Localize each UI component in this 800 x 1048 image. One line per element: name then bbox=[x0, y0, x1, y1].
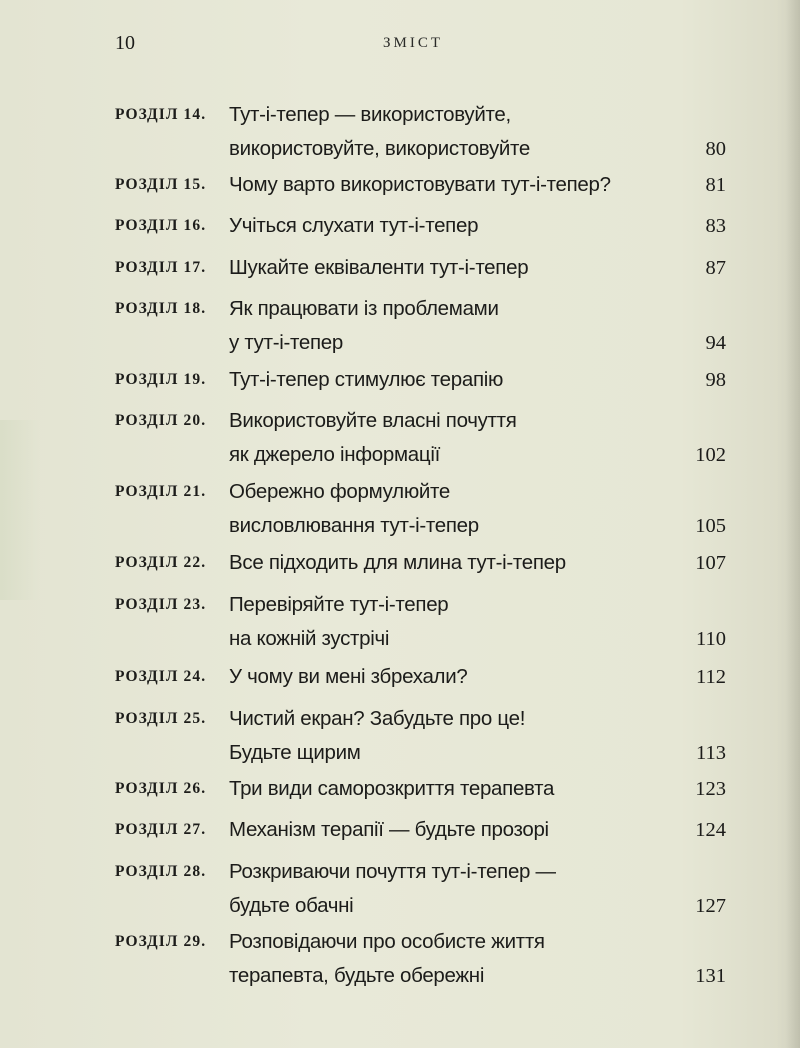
chapter-title: Учіться слухати тут-і-тепер bbox=[229, 214, 479, 237]
chapter-label: РОЗДІЛ 16. bbox=[115, 217, 207, 234]
chapter-title: Чистий екран? Забудьте про це! Будьте щирим bbox=[229, 707, 526, 764]
chapter-title: У чому ви мені збрехали? bbox=[229, 665, 468, 688]
chapter-page-number: 123 bbox=[695, 778, 726, 800]
chapter-page-number: 124 bbox=[695, 819, 726, 841]
chapter-label: РОЗДІЛ 19. bbox=[115, 371, 207, 388]
chapter-label: РОЗДІЛ 22. bbox=[115, 554, 207, 571]
chapter-label: РОЗДІЛ 27. bbox=[115, 821, 207, 838]
chapter-page-number: 80 bbox=[705, 138, 726, 160]
chapter-title: Розповідаючи про особисте життя терапевта, будьте обережні bbox=[229, 930, 545, 987]
chapter-label: РОЗДІЛ 25. bbox=[115, 710, 207, 727]
chapter-label: РОЗДІЛ 28. bbox=[115, 863, 207, 880]
chapter-title: Чому варто використовувати тут-і-тепер? bbox=[229, 173, 611, 196]
chapter-page-number: 110 bbox=[696, 628, 726, 650]
chapter-page-number: 107 bbox=[695, 552, 726, 574]
chapter-title: Тут-і-тепер — використовуйте, використовуйте, використовуйте bbox=[229, 103, 531, 160]
chapter-label: РОЗДІЛ 24. bbox=[115, 668, 207, 685]
chapter-page-number: 87 bbox=[705, 257, 726, 279]
chapter-page-number: 113 bbox=[696, 742, 726, 764]
chapter-label: РОЗДІЛ 17. bbox=[115, 259, 207, 276]
chapter-label: РОЗДІЛ 14. bbox=[115, 106, 207, 123]
chapter-page-number: 94 bbox=[705, 332, 726, 354]
running-head: ЗМІСТ bbox=[383, 35, 444, 51]
chapter-page-number: 105 bbox=[695, 515, 726, 537]
chapter-page-number: 127 bbox=[695, 895, 726, 917]
chapter-page-number: 112 bbox=[696, 666, 726, 688]
chapter-page-number: 102 bbox=[695, 444, 726, 466]
chapter-title: Перевіряйте тут-і-тепер на кожній зустрічі bbox=[229, 593, 449, 650]
chapter-label: РОЗДІЛ 20. bbox=[115, 412, 207, 429]
chapter-title: Три види саморозкриття терапевта bbox=[229, 777, 555, 800]
chapter-label: РОЗДІЛ 29. bbox=[115, 933, 207, 950]
chapter-title: Як працювати із проблемами у тут-і-тепер bbox=[229, 297, 499, 354]
chapter-page-number: 81 bbox=[705, 174, 726, 196]
chapter-title: Механізм терапії — будьте прозорі bbox=[229, 818, 549, 841]
chapter-label: РОЗДІЛ 21. bbox=[115, 483, 207, 500]
chapter-title: Все підходить для млина тут-і-тепер bbox=[229, 551, 566, 574]
page-number: 10 bbox=[115, 32, 135, 54]
chapter-label: РОЗДІЛ 15. bbox=[115, 176, 207, 193]
page-header bbox=[0, 32, 800, 62]
chapter-title: Шукайте еквіваленти тут-і-тепер bbox=[229, 256, 529, 279]
chapter-page-number: 98 bbox=[705, 369, 726, 391]
page-edge-shadow bbox=[786, 0, 800, 1048]
chapter-title: Обережно формулюйте висловлювання тут-і-тепер bbox=[229, 480, 479, 537]
chapter-label: РОЗДІЛ 18. bbox=[115, 300, 207, 317]
page-shading bbox=[0, 420, 40, 600]
chapter-title: Тут-і-тепер стимулює терапію bbox=[229, 368, 504, 391]
chapter-title: Використовуйте власні почуття як джерело інформації bbox=[229, 409, 517, 466]
chapter-title: Розкриваючи почуття тут-і-тепер — будьте обачні bbox=[229, 860, 556, 917]
chapter-label: РОЗДІЛ 23. bbox=[115, 596, 207, 613]
chapter-page-number: 83 bbox=[705, 215, 726, 237]
chapter-label: РОЗДІЛ 26. bbox=[115, 780, 207, 797]
chapter-page-number: 131 bbox=[695, 965, 726, 987]
